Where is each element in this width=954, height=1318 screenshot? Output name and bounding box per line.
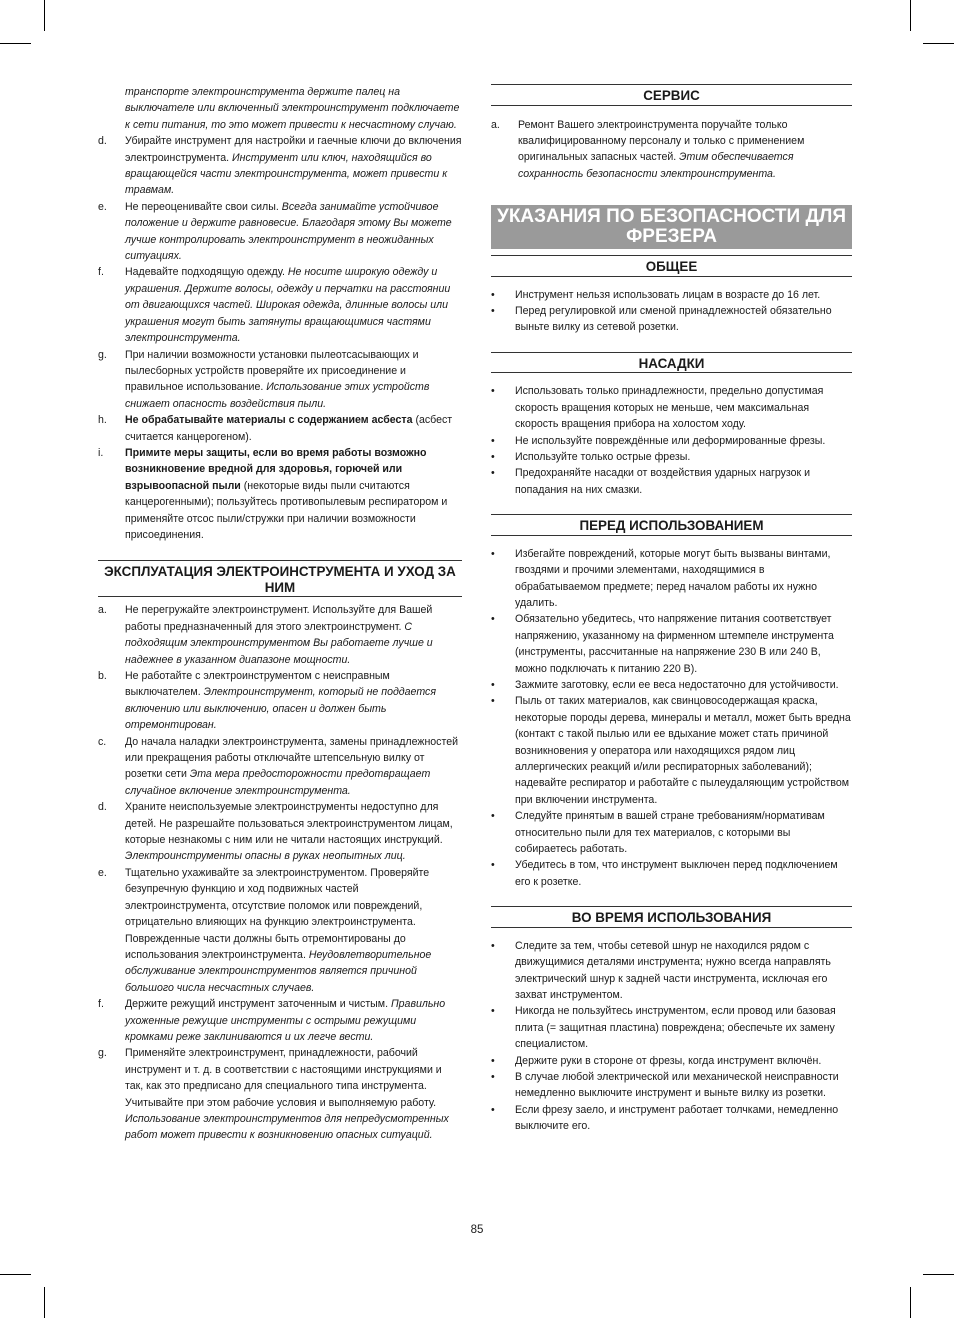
operation-section-heading: ЭКСПЛУАТАЦИЯ ЭЛЕКТРОИНСТРУМЕНТА И УХОД ЗА НИМ [98, 560, 462, 597]
item-italic-text: Электроинструменты опасны в руках неопытных лиц. [125, 850, 406, 863]
list-item [98, 412, 462, 445]
bullet-text: Использовать только принадлежности, предельно допустимая скорость вращения которых не меньше, чем максимальная скорость вращения прибора на холостом ходу. [515, 385, 824, 431]
item-italic-text: Использование этих устройств снижает опасность воздействия пыли. [125, 381, 430, 410]
item-text: Убирайте инструмент для настройки и гаечные ключи до включения электроинструмента. [125, 135, 462, 164]
attachments-section-heading: НАСАДКИ [491, 352, 852, 374]
crop-mark [0, 1274, 31, 1275]
bullet-dot-icon: • [491, 1005, 495, 1018]
item-marker: a. [491, 118, 500, 131]
bullet-dot-icon: • [491, 939, 495, 952]
bullet-dot-icon: • [491, 810, 495, 823]
bullet-item [491, 1053, 852, 1069]
list-item [98, 1045, 462, 1143]
general-bullet-list [491, 287, 852, 336]
crop-mark [44, 0, 45, 31]
bullet-item [491, 938, 852, 1004]
bullet-dot-icon: • [491, 288, 495, 301]
bullet-text: Зажмите заготовку, если ее веса недостаточно для устойчивости. [515, 678, 839, 691]
bullet-dot-icon: • [491, 1103, 495, 1116]
item-italic-text: Использование электроинструментов для непредусмотренных работ может привести к возникновению опасных ситуаций. [125, 1112, 449, 1142]
bullet-dot-icon: • [491, 450, 495, 463]
bullet-item [491, 383, 852, 432]
item-italic-text: Правильно ухоженные режущие инструменты с острыми режущими кромками реже заклиниваются и их легче вести. [125, 998, 446, 1043]
bullet-item [491, 1003, 852, 1052]
bullet-dot-icon: • [491, 1070, 495, 1083]
bullet-dot-icon: • [491, 434, 495, 447]
bullet-item [491, 1069, 852, 1102]
bullet-item [491, 433, 852, 449]
list-item [98, 347, 462, 413]
item-italic-text: Электроинструмент, который не поддается включению или выключению, опасен и должен быть отремонтирован. [125, 686, 436, 732]
bullet-item [491, 465, 852, 498]
bullet-text: Убедитесь в том, что инструмент выключен перед подключением его к розетке. [515, 859, 838, 888]
crop-mark [923, 1274, 954, 1275]
crop-mark [923, 43, 954, 44]
item-marker: g. [98, 348, 107, 361]
item-text: Не перегружайте электроинструмент. Используйте для Вашей работы предназначенный для этого электроинструмент. [125, 604, 433, 633]
router-safety-banner: УКАЗАНИЯ ПО БЕЗОПАСНОСТИ ДЛЯ ФРЕЗЕРА [491, 205, 852, 249]
attachments-bullet-list [491, 383, 852, 498]
item-text: До начала наладки электроинструмента, замены принадлежностей или прекращения работы отключайте штепсельную вилку от розетки сети [125, 735, 459, 781]
general-safety-list [98, 133, 462, 543]
bullet-dot-icon: • [491, 859, 495, 872]
item-text: Надевайте подходящую одежду. [125, 266, 288, 279]
item-bold-text: Не обрабатывайте материалы с содержанием асбеста [125, 414, 413, 427]
item-marker: g. [98, 1047, 107, 1060]
item-marker: e. [98, 200, 107, 213]
list-item [98, 734, 462, 800]
list-item [491, 117, 852, 183]
right-column [491, 84, 852, 1135]
bullet-text: Используйте только острые фрезы. [515, 450, 691, 463]
list-item [98, 668, 462, 734]
bullet-text: Избегайте повреждений, которые могут быть вызваны винтами, гвоздями и прочими элементами, находящимися в обрабатываемом предмете; перед началом работы их нужно удалить. [515, 547, 831, 609]
bullet-text: Пыль от таких материалов, как свинцовосодержащая краска, некоторые породы дерева, минералы и металл, может быть вредна (контакт с такой пылью или ее вдыхание может стать причиной возникновения у оператора или находящихся рядом лиц аллергических реакций и/или респираторных заболеваний); надевайте респиратор и работайте с пылеудаляющим устройством при включении инструмента. [515, 695, 851, 806]
item-marker: f. [98, 998, 104, 1011]
item-italic-text: Не носите широкую одежду и украшения. Держите волосы, одежду и перчатки на расстоянии от двигающихся частей. Широкая одежда, длинные волосы или украшения могут быть затянуты вращающимися частями электроинструмента. [125, 266, 451, 345]
bullet-text: Предохраняйте насадки от воздействия ударных нагрузок и попадания на них смазки. [515, 467, 811, 496]
bullet-item [491, 611, 852, 677]
bullet-item [491, 546, 852, 612]
item-text: Тщательно ухаживайте за электроинструментом. Проверяйте безупречную функцию и ход подвижных частей электроинструмента, отсутствие поломок или повреждений, отрицательно влияющих на функцию электроинструмента. Поврежденные части должны быть отремонтированы до использования электроинструмента. [125, 866, 430, 961]
crop-mark [0, 43, 31, 44]
operation-list [98, 602, 462, 1143]
crop-mark [44, 1287, 45, 1318]
bullet-dot-icon: • [491, 1054, 495, 1067]
list-item [98, 199, 462, 265]
item-text: Применяйте электроинструмент, принадлежности, рабочий инструмент и т. д. в соответствии с настоящими инструкциями и так, как это предписано для специального типа инструмента. Учитывайте при этом рабочие условия и выполняемую работу. [125, 1047, 442, 1109]
item-italic-text: Инструмент или ключ, находящийся во вращающейся части электроинструмента, может привести к травмам. [125, 151, 448, 197]
item-text: (некоторые виды пыли считаются канцерогенными); пользуйтесь противопылевым респиратором и применяйте отсос пыли/стружки при наличии возможности присоединения. [125, 479, 448, 541]
bullet-text: Инструмент нельзя использовать лицам в возрасте до 16 лет. [515, 288, 821, 301]
bullet-text: Не используйте повреждённые или деформированные фрезы. [515, 434, 826, 447]
item-text: Не работайте с электроинструментом с неисправным выключателем. [125, 670, 390, 699]
item-text: (асбест считается канцерогеном). [125, 414, 453, 443]
bullet-dot-icon: • [491, 385, 495, 398]
intro-continuation: транспорте электроинструмента держите палец на выключателе или включенный электроинструмент подключаете к сети питания, то это может привести к несчастному случаю. [125, 86, 460, 131]
bullet-text: Обязательно убедитесь, что напряжение питания соответствует напряжению, указанному на фирменном штемпеле инструмента (инструменты, рассчитанные на напряжение 230 В или 240 В, можно подключать к питанию 220 В). [515, 613, 834, 675]
list-item [98, 865, 462, 996]
item-marker: a. [98, 604, 107, 617]
item-marker: d. [98, 801, 107, 814]
list-item [98, 996, 462, 1045]
bullet-text: Никогда не пользуйтесь инструментом, если провод или базовая плита (= защитная пластина) повреждена; обеспечьте их замену специалистом. [515, 1005, 836, 1051]
bullet-dot-icon: • [491, 467, 495, 480]
list-item [98, 602, 462, 668]
item-marker: i. [98, 446, 104, 459]
bullet-item [491, 303, 852, 336]
bullet-text: Держите руки в стороне от фрезы, когда инструмент включён. [515, 1054, 822, 1067]
item-text: При наличии возможности установки пылеотсасывающих и пылесборных устройств проверяйте их присоединение и правильное использование. [125, 348, 419, 394]
page-number: 85 [470, 1224, 484, 1236]
bullet-item [491, 287, 852, 303]
during-use-bullet-list [491, 938, 852, 1135]
list-item [98, 264, 462, 346]
bullet-item [491, 1102, 852, 1135]
list-item [98, 445, 462, 543]
bullet-dot-icon: • [491, 305, 495, 318]
bullet-item [491, 808, 852, 857]
bullet-item [491, 449, 852, 465]
item-marker: c. [98, 735, 107, 748]
item-text: Храните неиспользуемые электроинструменты недоступно для детей. Не разрешайте пользоваться электроинструментом лицам, которые незнакомы с ним или не читали настоящих инструкций. [125, 801, 453, 847]
bullet-text: Если фрезу заело, и инструмент работает толчками, немедленно выключите его. [515, 1103, 839, 1133]
item-marker: f. [98, 266, 104, 279]
item-italic-text: Этим обеспечивается сохранность безопасности электроинструмента. [518, 151, 794, 180]
item-marker: h. [98, 414, 107, 427]
item-text: Ремонт Вашего электроинструмента поручайте только квалифицированному персоналу и только с применением оригинальных запасных частей. [518, 118, 805, 164]
bullet-dot-icon: • [491, 613, 495, 626]
item-bold-text: Примите меры защиты, если во время работы возможно возникновение вредной для здоровья, горючей или взрывоопасной пыли [125, 446, 427, 492]
item-text: Не переоценивайте свои силы. [125, 200, 282, 213]
bullet-dot-icon: • [491, 547, 495, 560]
left-column [98, 84, 462, 1144]
bullet-item [491, 693, 852, 808]
crop-mark [910, 0, 911, 31]
list-item [98, 133, 462, 199]
bullet-text: В случае любой электрической или механической неисправности немедленно выключите инструмент и выньте вилку из розетки. [515, 1070, 839, 1100]
item-marker: d. [98, 135, 107, 148]
bullet-text: Следите за тем, чтобы сетевой шнур не находился рядом с движущимися деталями инструмента; нужно всегда направлять электрический шнур к задней части инструмента, исключая его захват инструментом. [515, 939, 831, 1001]
item-marker: b. [98, 670, 107, 682]
item-italic-text: Эта мера предосторожности предотвращает случайное включение электроинструмента. [125, 768, 431, 797]
before-use-section-heading: ПЕРЕД ИСПОЛЬЗОВАНИЕМ [491, 514, 852, 536]
service-list [491, 117, 852, 183]
bullet-item [491, 677, 852, 693]
general-section-heading: ОБЩЕЕ [491, 255, 852, 277]
bullet-dot-icon: • [491, 695, 495, 708]
list-item [98, 799, 462, 865]
crop-mark [910, 1287, 911, 1318]
item-marker: e. [98, 866, 107, 879]
before-use-bullet-list [491, 546, 852, 891]
service-section-heading: СЕРВИС [491, 84, 852, 106]
bullet-text: Перед регулировкой или сменой принадлежностей обязательно выньте вилку из сетевой розетки. [515, 305, 832, 334]
item-italic-text: Неудовлетворительное обслуживание электроинструментов является причиной большого числа несчастных случаев. [125, 948, 432, 994]
bullet-text: Следуйте принятым в вашей стране требованиям/нормативам относительно пыли для тех материалов, с которыми вы собираетесь работать. [515, 810, 825, 855]
during-use-section-heading: ВО ВРЕМЯ ИСПОЛЬЗОВАНИЯ [491, 906, 852, 928]
item-italic-text: С подходящим электроинструментом Вы работаете лучше и надежнее в указанном диапазоне мощности. [125, 620, 433, 666]
item-text: Держите режущий инструмент заточенным и чистым. [125, 998, 391, 1011]
bullet-dot-icon: • [491, 678, 495, 691]
bullet-item [491, 857, 852, 890]
item-italic-text: Всегда занимайте устойчивое положение и держите равновесие. Благодаря этому Вы можете лучше контролировать электроинструмент в неожиданных ситуациях. [125, 200, 452, 263]
